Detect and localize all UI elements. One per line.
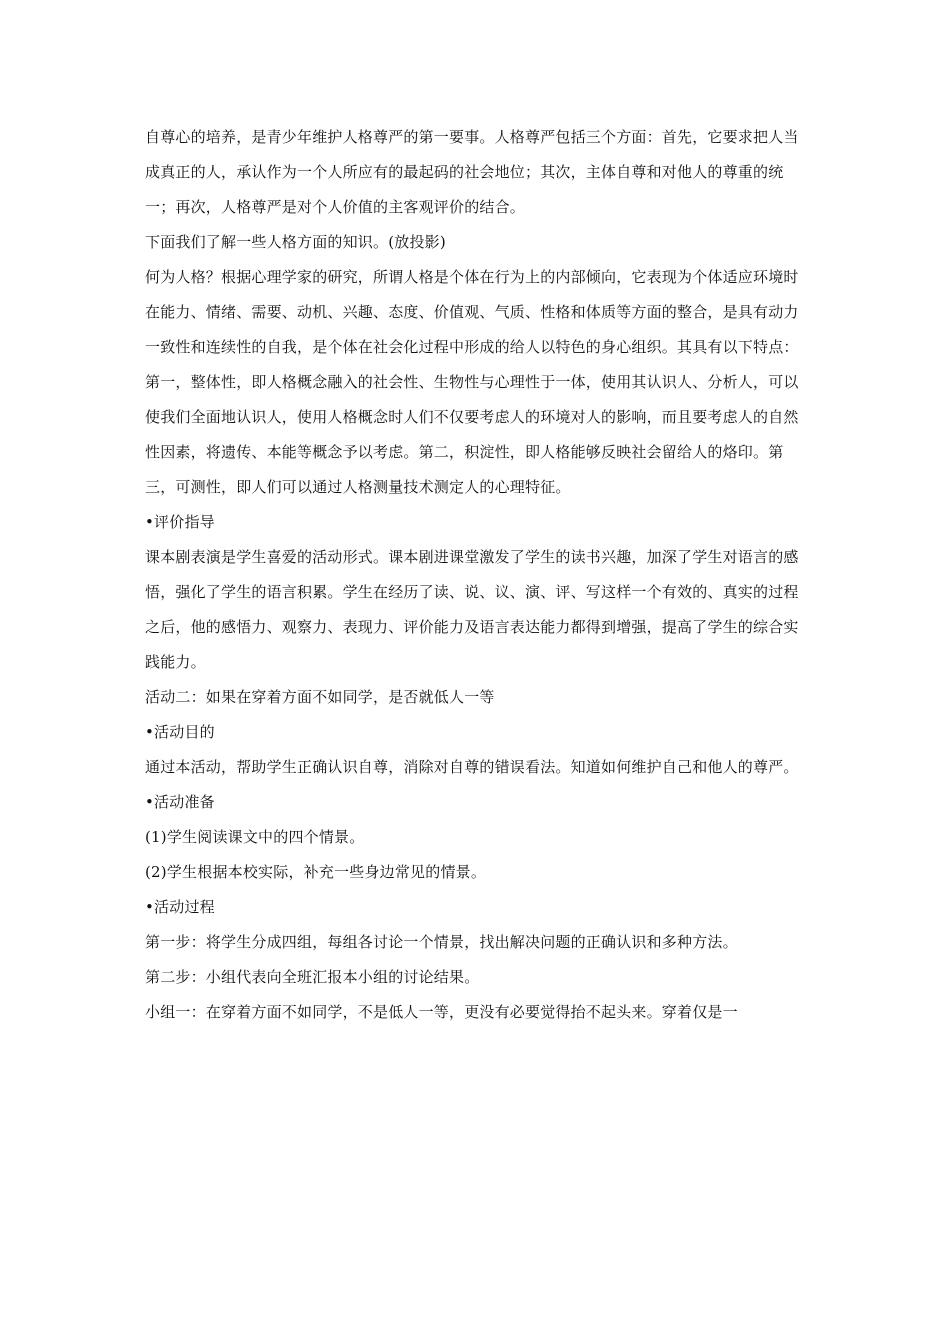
list-item-preparation-2: (2)学生根据本校实际，补充一些身边常见的情景。: [145, 863, 487, 881]
heading-activity-preparation: •活动准备: [145, 793, 215, 811]
paragraph-personality-definition: 何为人格？根据心理学家的研究，所谓人格是个体在行为上的内部倾向，它表现为个体适应环境时在能力、情绪、需要、动机、兴趣、态度、价值观、气质、性格和体质等方面的整合，是具有动力一致性和连续性的自我，是个体在社会化过程中形成的给人以特色的身心组织。其具有以下特点：第一，整体性，即人格概念融入的社会性、生物性与心理性于一体，使用其认识人、分析人，可以使我们全面地认识人，使用人格概念时人们不仅要考虑人的环境对人的影响，而且要考虑人的自然性因素，将遗传、本能等概念予以考虑。第二，积淀性，即人格能够反映社会留给人的烙印。第三，可测性，即人们可以通过人格测量技术测定人的心理特征。: [145, 268, 799, 496]
paragraph-step-two: 第二步：小组代表向全班汇报本小组的讨论结果。: [145, 968, 480, 986]
heading-evaluation-guidance: •评价指导: [145, 513, 215, 531]
heading-activity-purpose: •活动目的: [145, 723, 215, 741]
list-item-preparation-1: (1)学生阅读课文中的四个情景。: [145, 828, 365, 846]
heading-activity-process: •活动过程: [145, 898, 215, 916]
paragraph-self-esteem: 自尊心的培养，是青少年维护人格尊严的第一要事。人格尊严包括三个方面：首先，它要求把人当成真正的人，承认作为一个人所应有的最起码的社会地位；其次，主体自尊和对他人的尊重的统一；再次，人格尊严是对个人价值的主客观评价的结合。: [145, 128, 799, 216]
paragraph-textbook-drama: 课本剧表演是学生喜爱的活动形式。课本剧进课堂激发了学生的读书兴趣，加深了学生对语言的感悟，强化了学生的语言积累。学生在经历了读、说、议、演、评、写这样一个有效的、真实的过程之后，他的感悟力、观察力、表现力、评价能力及语言表达能力都得到增强，提高了学生的综合实践能力。: [145, 548, 799, 671]
paragraph-group-one: 小组一：在穿着方面不如同学，不是低人一等，更没有必要觉得抬不起头来。穿着仅是一: [145, 1003, 738, 1021]
paragraph-activity-purpose: 通过本活动，帮助学生正确认识自尊，消除对自尊的错误看法。知道如何维护自己和他人的尊严。: [145, 758, 799, 776]
paragraph-personality-intro: 下面我们了解一些人格方面的知识。(放投影): [145, 233, 446, 251]
heading-activity-two: 活动二：如果在穿着方面不如同学，是否就低人一等: [145, 688, 495, 706]
paragraph-step-one: 第一步：将学生分成四组，每组各讨论一个情景，找出解决问题的正确认识和多种方法。: [145, 933, 738, 951]
document-body: [145, 120, 805, 1030]
